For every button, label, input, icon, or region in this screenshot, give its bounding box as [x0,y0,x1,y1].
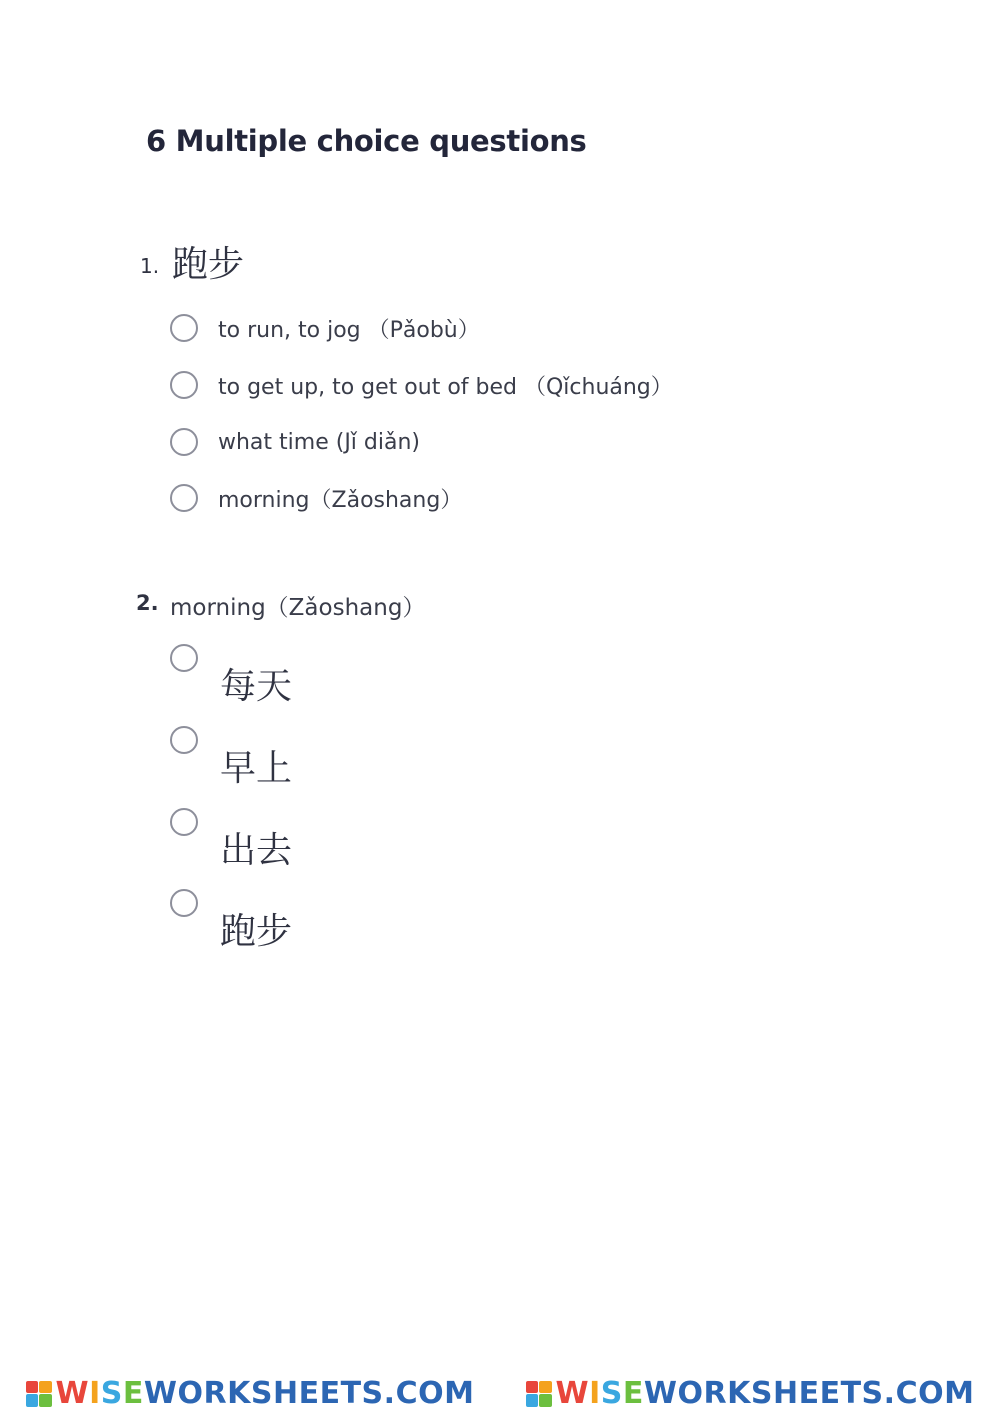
option-label: 每天 [220,666,293,707]
option-label: what time (Jǐ diǎn) [218,429,420,455]
brand-text: WISEWORKSHEETS.COM [555,1376,975,1411]
page-title: 6 Multiple choice questions [146,124,587,158]
footer-watermark [0,1374,1000,1413]
answer-option[interactable] [170,478,462,518]
question-number: 2. [136,591,159,615]
answer-option[interactable] [170,726,293,789]
option-label: 早上 [220,748,293,789]
brand-logo-icon [26,1381,52,1407]
brand-logo-icon [526,1381,552,1407]
brand-logo-right [526,1376,975,1411]
answer-option[interactable] [170,422,420,462]
radio-button[interactable] [170,428,198,456]
answer-option[interactable] [170,365,673,405]
answer-option[interactable] [170,644,293,707]
answer-option[interactable] [170,808,293,871]
question-prompt: 跑步 [172,244,245,285]
question-number: 1. [140,254,160,278]
brand-logo-left [26,1376,475,1411]
radio-button[interactable] [170,726,198,754]
radio-button[interactable] [170,484,198,512]
option-label: to get up, to get out of bed （Qǐchuáng） [218,374,673,400]
radio-button[interactable] [170,314,198,342]
radio-button[interactable] [170,889,198,917]
radio-button[interactable] [170,808,198,836]
option-label: morning（Zǎoshang） [218,487,463,513]
radio-button[interactable] [170,644,198,672]
brand-text: WISEWORKSHEETS.COM [55,1376,475,1411]
option-label: 出去 [220,830,293,871]
answer-option[interactable] [170,308,480,348]
question-prompt: morning（Zǎoshang） [170,595,426,621]
answer-option[interactable] [170,889,293,952]
option-label: 跑步 [220,911,293,952]
radio-button[interactable] [170,371,198,399]
option-label: to run, to jog （Pǎobù） [218,317,480,343]
